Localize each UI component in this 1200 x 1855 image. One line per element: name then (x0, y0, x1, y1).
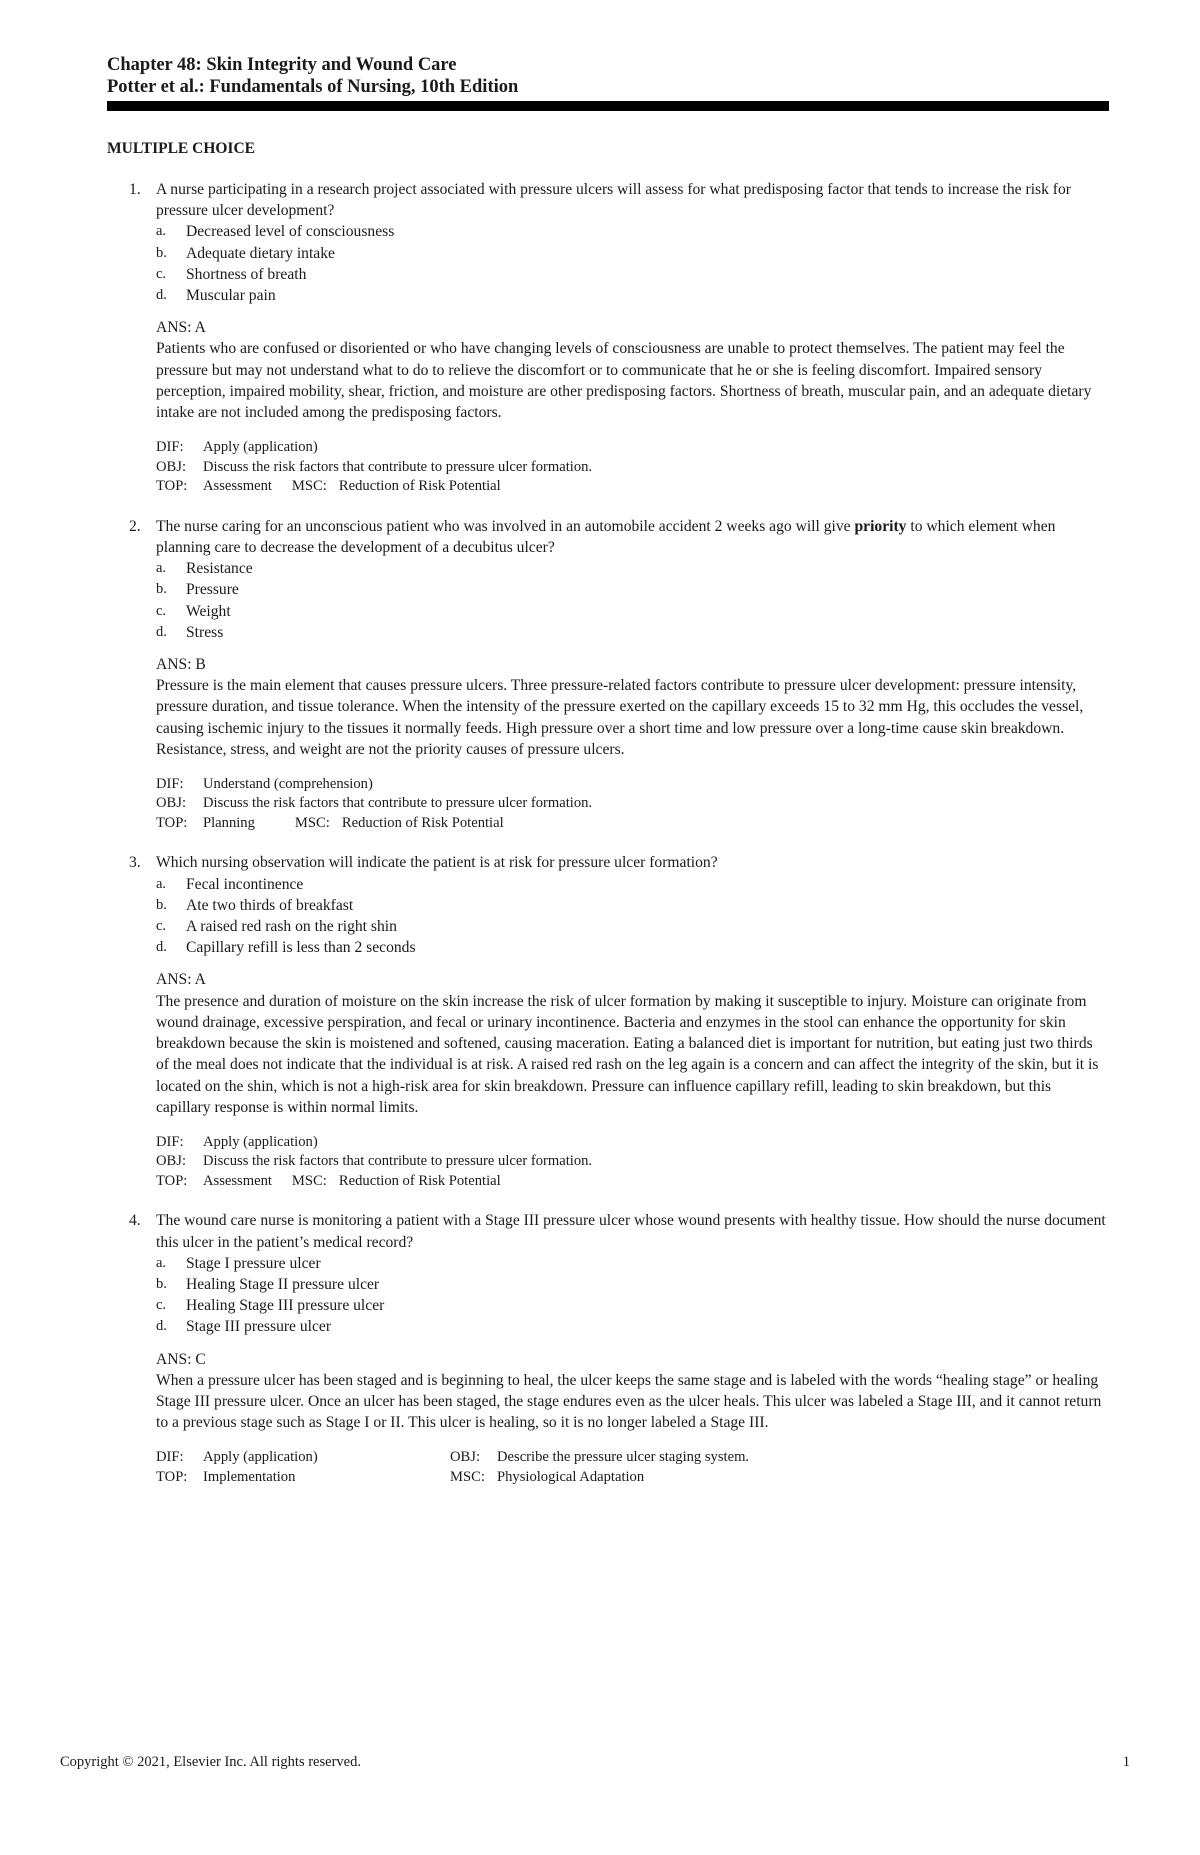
dif-value: Apply (application) (203, 439, 318, 456)
page-number: 1 (1122, 1754, 1130, 1770)
rationale: Pressure is the main element that causes pressure ulcers. Three pressure-related factors contribute to pressure ulcer development: pressure intensity, pressure duration, and tissue tolerance. When the intensity of the pressure exerted on the capillary exceeds 15 to 32 mm Hg, this occludes the vessel, causing ischemic injury to the tissues it normally feeds. High pressure over a short time and low pressure over a long-time cause skin breakdown. Resistance, stress, and weight are not the priority causes of pressure ulcers. (156, 677, 1084, 758)
choice-text: Decreased level of consciousness (186, 223, 395, 241)
msc-label: MSC: (291, 478, 327, 495)
dif-label: DIF: (156, 775, 184, 792)
choice-text: Stage I pressure ulcer (186, 1254, 321, 1272)
top-label: TOP: (156, 478, 188, 495)
question-list (107, 179, 1109, 1506)
choice-text: Healing Stage II pressure ulcer (186, 1276, 380, 1294)
question-1 (107, 179, 1109, 497)
choice-b (156, 243, 1109, 264)
choice-a (156, 874, 1109, 895)
obj-value: Discuss the risk factors that contribute to pressure ulcer formation. (203, 1153, 593, 1170)
msc-value: Reduction of Risk Potential (338, 478, 501, 495)
choice-text: Muscular pain (186, 287, 276, 305)
question-stem: A nurse participating in a research project associated with pressure ulcers will assess for what predisposing factor that tends to increase the risk for pressure ulcer development? (156, 181, 1071, 220)
question-stem (156, 516, 1109, 558)
msc-label: MSC: (450, 1468, 485, 1485)
choice-text: Weight (186, 602, 231, 620)
question-4 (107, 1210, 1109, 1487)
choice-letter: c. (156, 602, 167, 619)
dif-label: DIF: (156, 439, 184, 456)
choice-letter: b. (156, 896, 167, 913)
answer-key: ANS: A (156, 971, 206, 989)
choice-a (156, 1253, 1109, 1274)
choice-letter: a. (156, 1254, 167, 1271)
choice-text: Capillary refill is less than 2 seconds (186, 939, 416, 957)
choice-text: A raised red rash on the right shin (186, 918, 397, 936)
rationale: When a pressure ulcer has been staged and is beginning to heal, the ulcer keeps the same stage and is labeled with the words “healing stage” or healing Stage III pressure ulcer. Once an ulcer has been staged, the stage endures even as the ulcer heals. This ulcer was labeled a Stage III, and it cannot return to a previous stage such as Stage I or II. This ulcer is healing, so it is no longer labeled a Stage III. (156, 1371, 1102, 1432)
choice-d (156, 937, 1109, 958)
choice-letter: b. (156, 581, 167, 598)
page-header (107, 54, 1109, 98)
top-value: Assessment (203, 478, 272, 495)
chapter-title: Chapter 48: Skin Integrity and Wound Care (107, 55, 457, 75)
dif-value: Apply (application) (203, 1133, 318, 1150)
choice-letter: d. (156, 939, 167, 956)
choice-text: Adequate dietary intake (186, 244, 335, 262)
choice-b (156, 895, 1109, 916)
choice-text: Fecal incontinence (186, 875, 304, 893)
choice-d (156, 622, 1109, 643)
top-label: TOP: (156, 1468, 188, 1485)
rationale: The presence and duration of moisture on the skin increase the risk of ulcer formation by making it susceptible to injury. Moisture can originate from wound drainage, excessive perspiration, and fecal or urinary incontinence. Bacteria and enzymes in the stool can enhance the opportunity for skin breakdown because the skin is moistened and softened, causing maceration. Eating a balanced diet is important for nutrition, but eating just two thirds of the meal does not indicate that the individual is at risk. A raised red rash on the leg again is a concern and can affect the integrity of the skin, but it is located on the shin, which is not a high-risk area for skin breakdown. Pressure can influence capillary refill, leading to skin breakdown, but this capillary response is within normal limits. (156, 992, 1099, 1116)
choice-letter: a. (156, 560, 167, 577)
page-footer (60, 1754, 1130, 1771)
choice-text: Resistance (186, 560, 253, 578)
dif-label: DIF: (156, 1133, 184, 1150)
choice-letter: c. (156, 265, 167, 282)
question-stem: The wound care nurse is monitoring a patient with a Stage III pressure ulcer whose wound presents with healthy tissue. How should the nurse document this ulcer in the patient’s medical record? (156, 1212, 1106, 1251)
obj-label: OBJ: (156, 795, 187, 812)
choice-c (156, 916, 1109, 937)
question-number: 1. (129, 181, 141, 198)
choice-letter: d. (156, 1318, 167, 1335)
choice-d (156, 285, 1109, 306)
choice-text: Ate two thirds of breakfast (186, 896, 354, 914)
question-number: 4. (129, 1212, 141, 1230)
obj-value: Describe the pressure ulcer staging system. (497, 1449, 750, 1466)
choice-letter: c. (156, 1297, 167, 1314)
msc-value: Physiological Adaptation (497, 1468, 645, 1485)
choice-list (156, 874, 1109, 959)
choice-list (156, 221, 1109, 306)
stem-text: to which element when planning care to decrease the development of a decubitus ulcer? (156, 517, 1056, 556)
choice-letter: b. (156, 1276, 167, 1293)
book-title: Potter et al.: Fundamentals of Nursing, 10th Edition (107, 77, 519, 97)
answer-key: ANS: B (156, 655, 206, 673)
section-title: MULTIPLE CHOICE (107, 140, 255, 157)
choice-c (156, 601, 1109, 622)
choice-list (156, 1253, 1109, 1338)
top-value: Planning (203, 814, 255, 831)
choice-a (156, 221, 1109, 242)
choice-letter: a. (156, 875, 167, 892)
choice-letter: a. (156, 223, 167, 240)
dif-label: DIF: (156, 1449, 184, 1466)
obj-value: Discuss the risk factors that contribute to pressure ulcer formation. (203, 795, 593, 812)
question-meta (156, 775, 1109, 834)
obj-label: OBJ: (156, 458, 187, 475)
stem-text: The nurse caring for an unconscious patient who was involved in an automobile accident 2 weeks ago will give (156, 517, 855, 535)
question-meta (156, 438, 1109, 497)
question-stem: Which nursing observation will indicate the patient is at risk for pressure ulcer formation? (156, 854, 718, 872)
question-3 (107, 852, 1109, 1191)
question-number: 2. (129, 517, 141, 535)
choice-a (156, 558, 1109, 579)
choice-letter: d. (156, 287, 167, 304)
choice-text: Shortness of breath (186, 265, 307, 283)
choice-b (156, 1274, 1109, 1295)
msc-value: Reduction of Risk Potential (338, 1172, 501, 1189)
copyright-notice: Copyright © 2021, Elsevier Inc. All rights reserved. (60, 1754, 361, 1770)
choice-d (156, 1316, 1109, 1337)
choice-c (156, 264, 1109, 285)
dif-value: Apply (application) (203, 1449, 318, 1466)
top-value: Assessment (203, 1172, 272, 1189)
choice-letter: c. (156, 918, 167, 935)
dif-value: Understand (comprehension) (203, 775, 373, 792)
msc-label: MSC: (291, 1172, 327, 1189)
choice-text: Pressure (186, 581, 239, 599)
question-2 (107, 516, 1109, 834)
choice-text: Stress (186, 623, 224, 641)
obj-value: Discuss the risk factors that contribute to pressure ulcer formation. (203, 458, 593, 475)
question-meta (156, 1133, 1109, 1192)
choice-b (156, 579, 1109, 600)
choice-letter: d. (156, 623, 167, 640)
top-label: TOP: (156, 814, 188, 831)
msc-label: MSC: (294, 814, 330, 831)
choice-list (156, 558, 1109, 643)
obj-label: OBJ: (156, 1153, 187, 1170)
choice-letter: b. (156, 244, 167, 261)
choice-text: Stage III pressure ulcer (186, 1318, 332, 1336)
rationale: Patients who are confused or disoriented or who have changing levels of consciousness are unable to protect themselves. The patient may feel the pressure but may not understand what to do to relieve the discomfort or to communicate that he or she is feeling discomfort. Impaired sensory perception, impaired mobility, shear, friction, and moisture are other predisposing factors. Shortness of breath, muscular pain, and an adequate dietary intake are not included among the predisposing factors. (156, 340, 1092, 422)
msc-value: Reduction of Risk Potential (341, 814, 504, 831)
top-value: Implementation (203, 1468, 296, 1485)
header-rule (107, 101, 1109, 111)
choice-text: Healing Stage III pressure ulcer (186, 1297, 385, 1315)
stem-emphasis: priority (854, 517, 907, 535)
answer-key: ANS: C (156, 1350, 206, 1368)
top-label: TOP: (156, 1172, 188, 1189)
obj-label: OBJ: (450, 1449, 481, 1466)
choice-c (156, 1295, 1109, 1316)
answer-key: ANS: A (156, 319, 206, 337)
question-meta (156, 1448, 1109, 1487)
question-number: 3. (129, 854, 141, 872)
